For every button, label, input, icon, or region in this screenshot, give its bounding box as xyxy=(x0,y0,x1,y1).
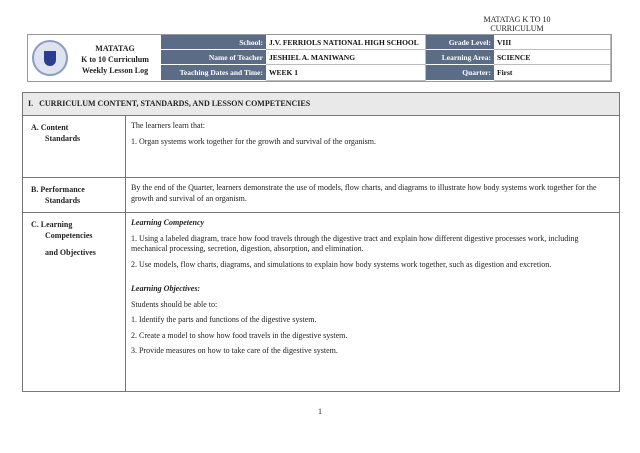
school-label: School: xyxy=(161,35,266,50)
curriculum-label xyxy=(462,15,572,33)
label-line: B. Performance xyxy=(31,185,85,194)
quarter-label: Quarter: xyxy=(426,65,494,81)
competency-heading: Learning Competency xyxy=(131,218,205,227)
curriculum-table xyxy=(22,92,620,392)
objectives-intro: Students should be able to: xyxy=(131,299,218,309)
label-line: A. Content xyxy=(31,123,69,132)
label-line: and Objectives xyxy=(45,248,96,257)
school-value: J.V. FERRIOLS NATIONAL HIGH SCHOOL xyxy=(266,35,426,50)
header-title-line: Weekly Lesson Log xyxy=(81,66,149,75)
deped-seal-logo xyxy=(32,40,68,76)
curriculum-label-line2: CURRICULUM xyxy=(490,24,544,33)
content-standards-row xyxy=(23,116,619,178)
label-line: Competencies xyxy=(45,231,93,240)
objective-item: 1. Identify the parts and functions of the digestive system. xyxy=(131,315,317,324)
page-footer xyxy=(0,393,640,416)
grade-label: Grade Level: xyxy=(426,35,494,50)
curriculum-label-line1: MATATAG K TO 10 xyxy=(483,15,551,24)
performance-standards-label xyxy=(23,178,126,212)
grade-value: VIII xyxy=(494,35,611,50)
competency-item: 1. Using a labeled diagram, trace how food travels through the digestive tract and explain how different digestive processes work, including mechanical processing, secretion, digestion, absorption, and elimination. xyxy=(131,233,579,253)
content-intro: The learners learn that: xyxy=(131,121,205,130)
label-line: Standards xyxy=(45,134,81,143)
teacher-label: Name of Teacher xyxy=(161,50,266,65)
competencies-row xyxy=(23,213,619,391)
objective-item: 2. Create a model to show how food travels in the digestive system. xyxy=(131,330,348,340)
competencies-label xyxy=(23,213,126,391)
teacher-value: JESHIEL A. MANIWANG xyxy=(266,50,426,65)
header-title-line: MATATAG xyxy=(95,44,135,53)
page-number: 1 xyxy=(318,407,322,416)
competency-item: 2. Use models, flow charts, diagrams, and simulations to explain how body systems work together, such as digestion and excretion. xyxy=(131,259,552,269)
performance-standards-row xyxy=(23,178,619,213)
objectives-heading: Learning Objectives: xyxy=(131,284,201,293)
label-line: C. Learning xyxy=(31,220,73,229)
header-title-line: K to 10 Curriculum xyxy=(81,55,149,64)
content-standards-label xyxy=(23,116,126,177)
area-label: Learning Area: xyxy=(426,50,494,65)
content-item: 1. Organ systems work together for the growth and survival of the organism. xyxy=(131,136,376,146)
dates-label: Teaching Dates and Time: xyxy=(161,65,266,81)
label-line: Standards xyxy=(45,196,81,205)
lesson-log-header xyxy=(27,34,612,82)
dates-value: WEEK 1 xyxy=(266,65,426,81)
performance-text: By the end of the Quarter, learners demonstrate the use of models, flow charts, and diagrams to illustrate how body systems work together for the growth and survival of an organism. xyxy=(131,183,597,203)
header-title xyxy=(72,43,158,76)
area-value: SCIENCE xyxy=(494,50,611,65)
section-title: I. CURRICULUM CONTENT, STANDARDS, AND LESSON COMPETENCIES xyxy=(23,93,619,116)
quarter-value: First xyxy=(494,65,611,81)
objective-item: 3. Provide measures on how to take care of the digestive system. xyxy=(131,346,338,355)
